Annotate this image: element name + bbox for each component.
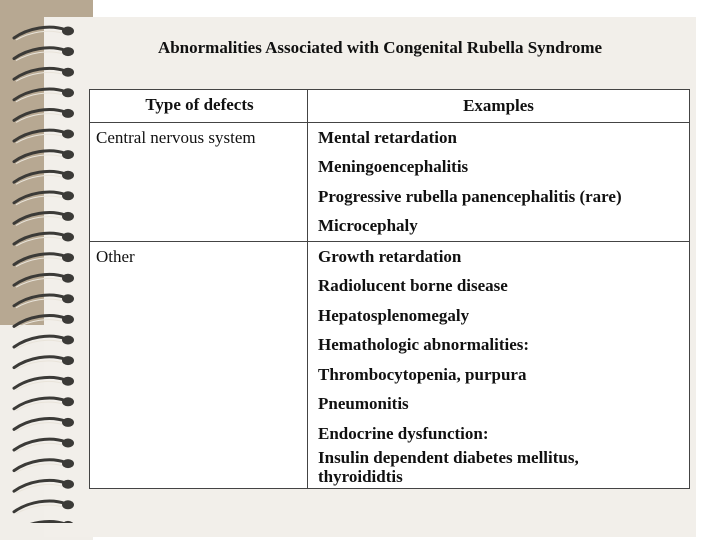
binding-ring xyxy=(14,459,74,473)
row-cns-examples xyxy=(308,122,690,241)
binding-ring xyxy=(14,315,74,329)
binding-ring xyxy=(14,397,74,411)
spiral-binding-icon xyxy=(10,18,80,523)
binding-ring xyxy=(14,47,74,61)
example-item: Microcephaly xyxy=(318,216,418,235)
example-item: Radiolucent borne disease xyxy=(318,276,508,295)
table-row xyxy=(90,241,690,489)
example-item: Pneumonitis xyxy=(318,394,409,413)
example-item: thyroididtis xyxy=(318,467,403,486)
slide-title: Abnormalities Associated with Congenital Rubella Syndrome xyxy=(157,38,603,57)
binding-ring xyxy=(14,336,74,350)
binding-ring xyxy=(14,294,74,308)
binding-ring xyxy=(14,418,74,432)
binding-ring xyxy=(14,27,74,41)
header-type-of-defects: Type of defects xyxy=(90,90,308,123)
binding-ring xyxy=(14,212,74,226)
example-item: Endocrine dysfunction: xyxy=(318,423,489,443)
example-item: Hemathologic abnormalities: xyxy=(318,335,530,354)
binding-ring xyxy=(14,109,74,123)
binding-ring xyxy=(14,150,74,164)
row-other-examples xyxy=(308,241,690,489)
row-cns-type: Central nervous system xyxy=(90,122,308,241)
header-examples: Examples xyxy=(308,90,690,123)
binding-ring xyxy=(14,191,74,205)
binding-ring xyxy=(14,377,74,391)
table-row xyxy=(90,122,690,241)
binding-ring xyxy=(14,233,74,247)
binding-ring xyxy=(14,521,74,523)
binding-ring xyxy=(14,253,74,267)
binding-ring xyxy=(14,356,74,370)
defects-table xyxy=(89,89,690,489)
example-item: Insulin dependent diabetes mellitus, xyxy=(318,448,579,467)
example-item: Progressive rubella panencephalitis (rare) xyxy=(318,186,622,206)
example-item: Mental retardation xyxy=(318,127,457,147)
binding-ring xyxy=(14,88,74,102)
example-item: Growth retardation xyxy=(318,246,462,266)
example-item: Hepatosplenomegaly xyxy=(318,305,470,325)
binding-ring xyxy=(14,480,74,494)
binding-ring xyxy=(14,500,74,514)
binding-ring xyxy=(14,274,74,288)
binding-ring xyxy=(14,439,74,453)
binding-ring xyxy=(14,171,74,185)
table-header-row xyxy=(90,90,690,123)
binding-ring xyxy=(14,68,74,82)
binding-ring xyxy=(14,130,74,144)
example-item: Thrombocytopenia, purpura xyxy=(318,364,527,384)
row-other-type: Other xyxy=(90,241,308,489)
example-item: Meningoencephalitis xyxy=(318,157,469,176)
